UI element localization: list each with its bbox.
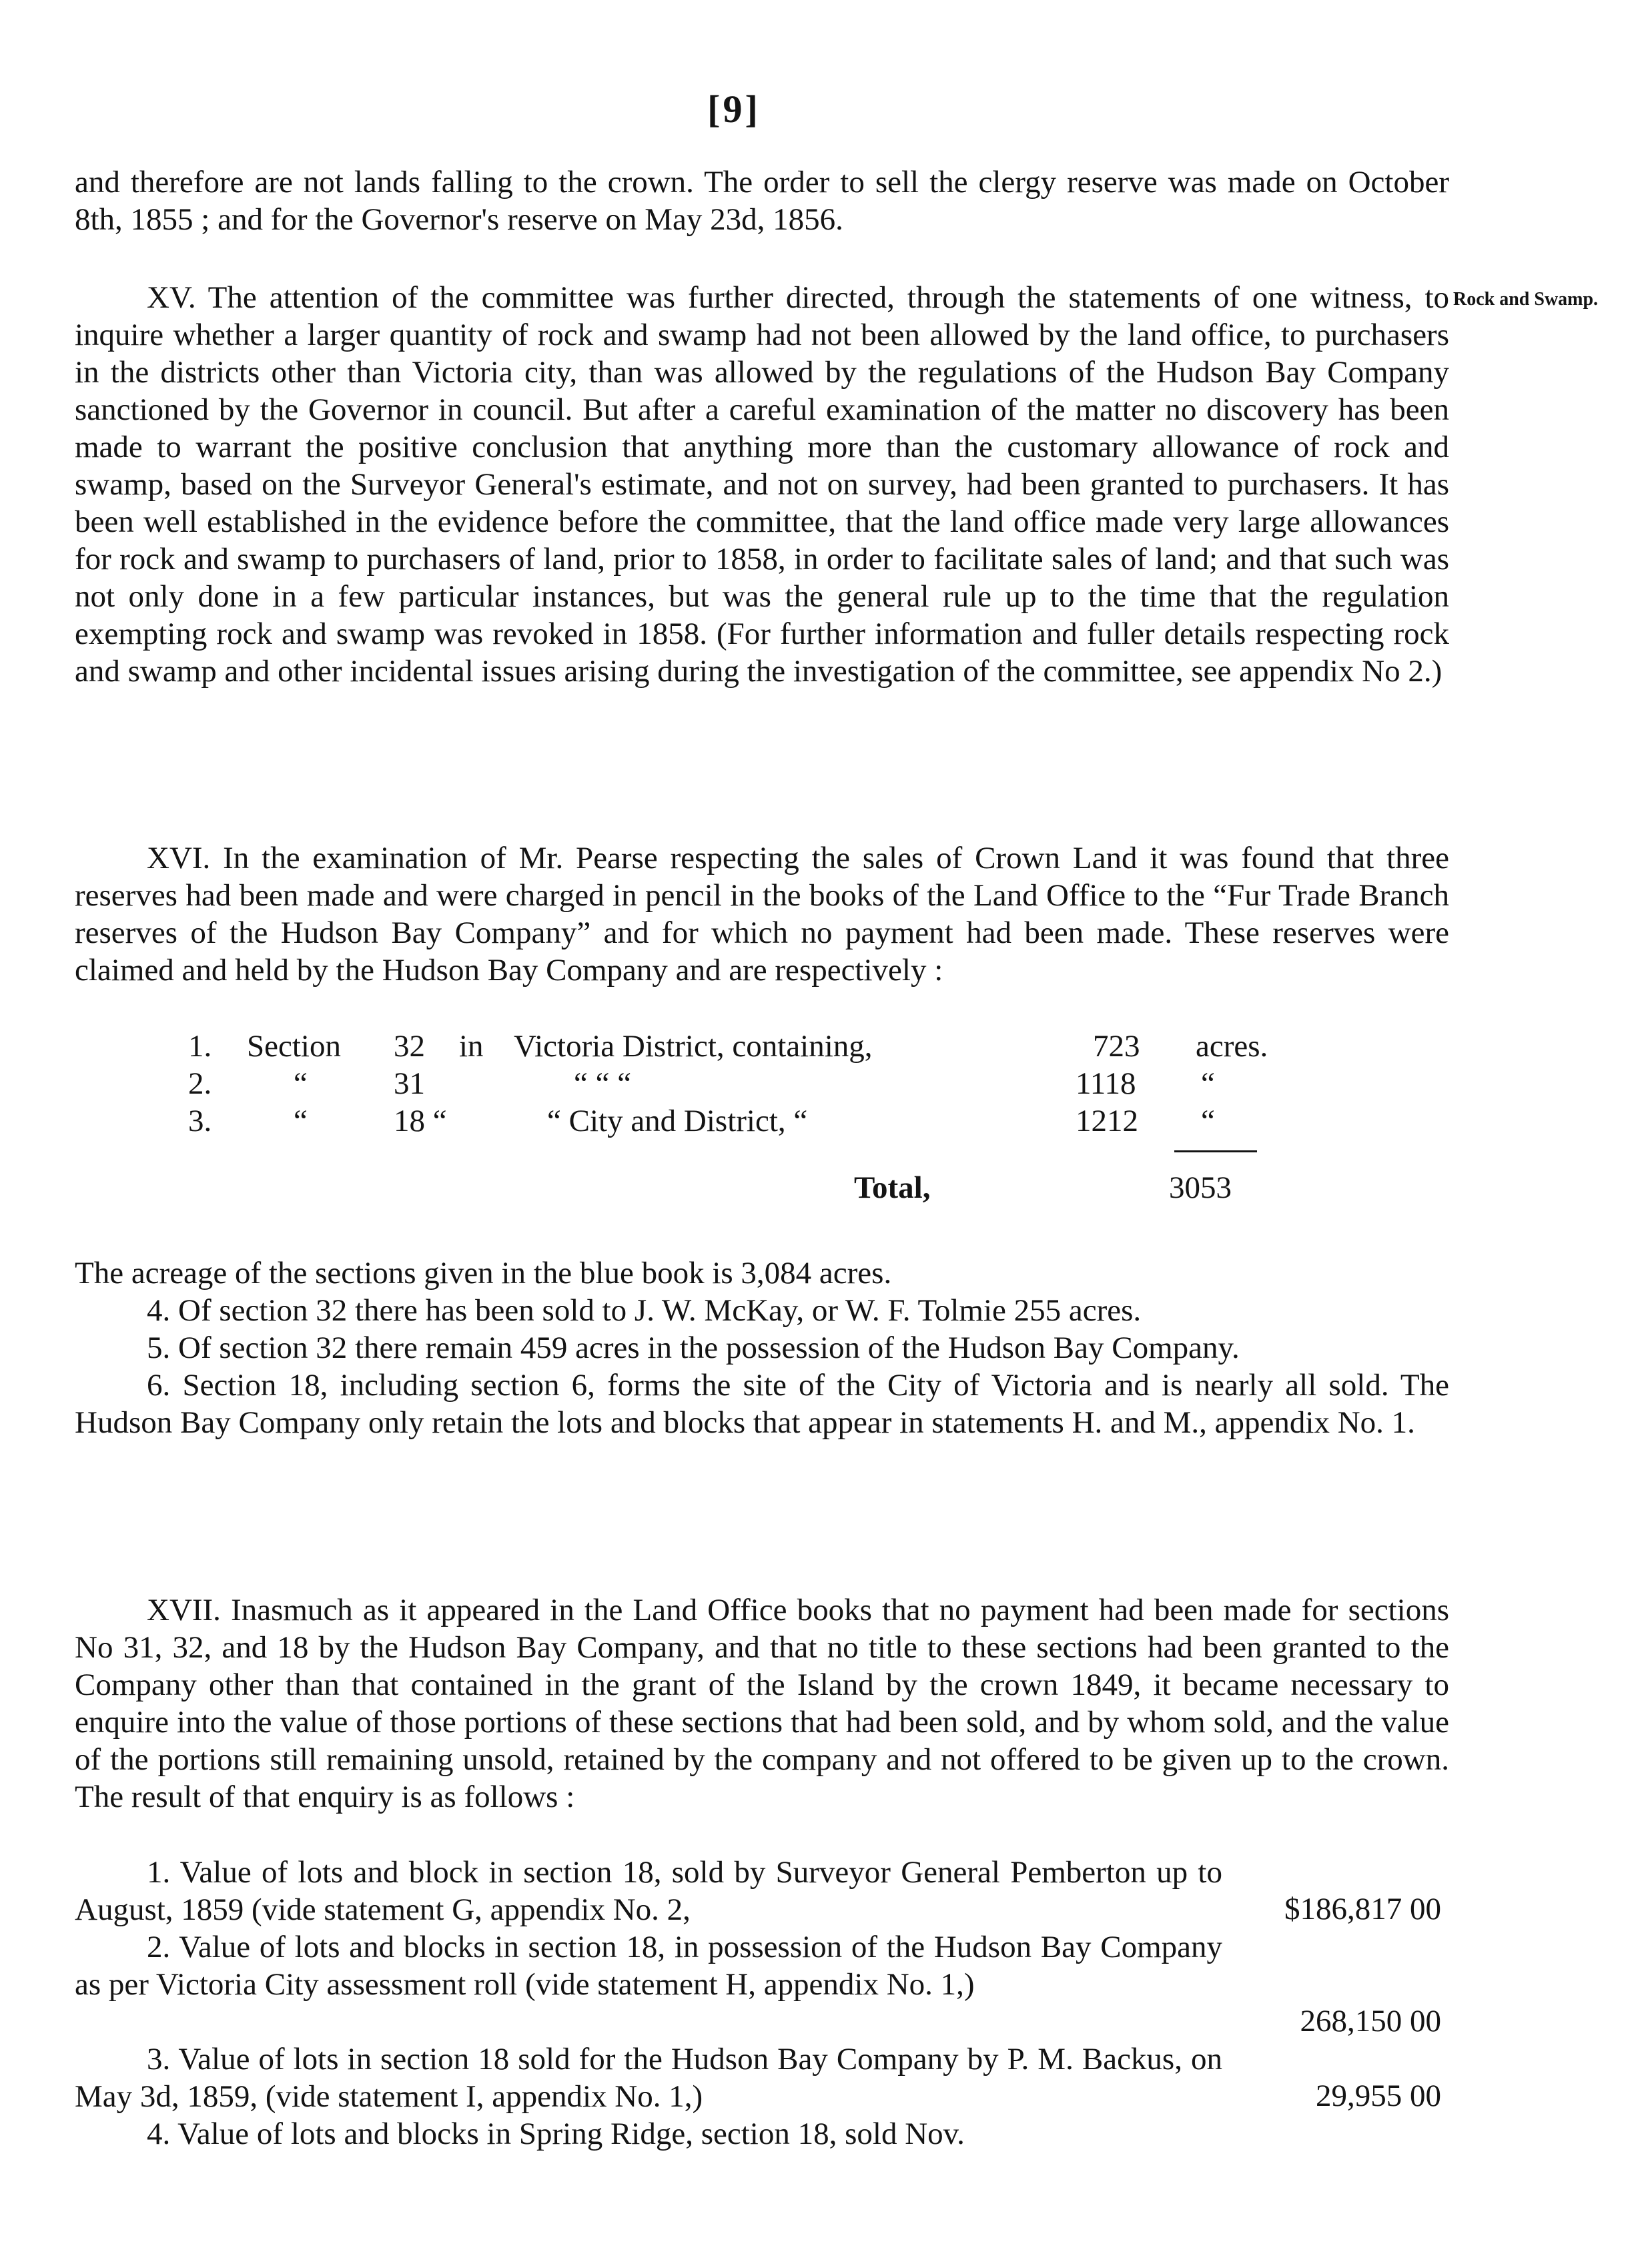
value-item-text: 2. Value of lots and blocks in section 18, in possession of the Hudson Bay Company as per Victoria City assessment roll (vide statement H, appendix No. 1,) xyxy=(75,1930,1222,2002)
intro-text: and therefore are not lands falling to the crown. The order to sell the clergy reserve was made on October 8th, 1855 ; and for the Governor's reserve on May 23d, 1856. xyxy=(75,165,1449,237)
row-acres: 1118 xyxy=(1076,1066,1136,1101)
value-item-1 xyxy=(75,1854,1222,1928)
value-item-amount: 29,955 00 xyxy=(1316,2079,1441,2113)
total-value: 3053 xyxy=(1169,1170,1232,1205)
total-label: Total, xyxy=(854,1170,931,1205)
row-number: 3. xyxy=(188,1104,212,1138)
value-item-3 xyxy=(75,2040,1222,2115)
value-item-4 xyxy=(75,2115,1222,2153)
value-item-amount: 268,150 00 xyxy=(1300,2004,1441,2038)
row-section: 18 “ xyxy=(394,1104,447,1138)
section-xvii-text: XVII. Inasmuch as it appeared in the Land Office books that no payment had been made for sections No 31, 32, and 18 by the Hudson Bay Company, and that no title to these sections had been granted to the Company other than that contained in the grant of the Island by the crown 1849, it became necessary to enquire into the value of those portions of these sections that had been sold, and by whom sold, and the value of the portions still remaining unsold, retained by the company and not offered to be given up to the crown. The result of that enquiry is as follows : xyxy=(75,1593,1449,1814)
list-item: 5. Of section 32 there remain 459 acres in the possession of the Hudson Bay Company. xyxy=(147,1331,1240,1365)
value-item-text: 1. Value of lots and block in section 18, sold by Surveyor General Pemberton up to August, 1859 (vide statement G, appendix No. 2, xyxy=(75,1855,1222,1927)
row-number: 2. xyxy=(188,1066,212,1101)
row-label: “ xyxy=(294,1066,308,1101)
row-section: 31 xyxy=(394,1066,425,1101)
row-label: Section xyxy=(247,1029,341,1064)
intro-paragraph xyxy=(75,163,1449,238)
row-section: 32 xyxy=(394,1029,425,1064)
page-number: [9] xyxy=(707,87,761,131)
acreage-note: The acreage of the sections given in the blue book is 3,084 acres. xyxy=(75,1256,892,1290)
row-district: “ “ “ xyxy=(574,1066,632,1101)
section-xv xyxy=(75,279,1449,690)
list-item: 4. Of section 32 there has been sold to J. W. McKay, or W. F. Tolmie 255 acres. xyxy=(147,1293,1142,1328)
row-district: “ City and District, “ xyxy=(547,1104,808,1138)
section-xvii xyxy=(75,1591,1449,1816)
total-rule xyxy=(1174,1150,1257,1152)
section-xvi-text: XVI. In the examination of Mr. Pearse respecting the sales of Crown Land it was found that three reserves had been made and were charged in pencil in the books of the Land Office to the “Fur Trade Branch reserves of the Hudson Bay Company” and for which no payment had been made. These reserves were claimed and held by the Hudson Bay Company and are respectively : xyxy=(75,841,1449,988)
value-item-text: 3. Value of lots in section 18 sold for the Hudson Bay Company by P. M. Backus, on May 3d, 1859, (vide statement I, appendix No. 1,) xyxy=(75,2042,1222,2114)
row-label: “ xyxy=(294,1104,308,1138)
section-xv-text: XV. The attention of the committee was further directed, through the statements of one witness, to inquire whether a larger quantity of rock and swamp had not been allowed by the land office, to purchasers in the districts other than Victoria city, than was allowed by the regulations of the Hudson Bay Company sanctioned by the Governor in council. But after a careful examination of the matter no discovery has been made to warrant the positive conclusion that anything more than the customary allowance of rock and swamp, based on the Surveyor General's estimate, and not on survey, had been granted to purchasers. It has been well established in the evidence before the committee, that the land office made very large allowances for rock and swamp to purchasers of land, prior to 1858, in order to facilitate sales of land; and that such was not only done in a few particular instances, but was the general rule up to the time that the regulation exempting rock and swamp was revoked in 1858. (For further information and fuller details respecting rock and swamp and other incidental issues arising during the investigation of the committee, see appendix No 2.) xyxy=(75,280,1449,689)
value-item-text: 4. Value of lots and blocks in Spring Ridge, section 18, sold Nov. xyxy=(147,2117,965,2151)
row-unit: “ xyxy=(1201,1104,1215,1138)
section-xvi xyxy=(75,839,1449,989)
value-item-2 xyxy=(75,1928,1222,2003)
row-place: in xyxy=(459,1029,484,1064)
acreage-block xyxy=(75,1254,1449,1441)
row-acres: 723 xyxy=(1093,1029,1140,1064)
margin-note: Rock and Swamp. xyxy=(1453,289,1599,310)
row-district: Victoria District, containing, xyxy=(514,1029,873,1064)
row-unit: “ xyxy=(1201,1066,1215,1101)
list-item: 6. Section 18, including section 6, forms the site of the City of Victoria and is nearly all sold. The Hudson Bay Company only retain the lots and blocks that appear in statements H. and M., appendix No. 1. xyxy=(75,1368,1449,1440)
value-item-amount: $186,817 00 xyxy=(1284,1892,1441,1926)
row-unit: acres. xyxy=(1196,1029,1268,1064)
row-acres: 1212 xyxy=(1076,1104,1138,1138)
row-number: 1. xyxy=(188,1029,212,1064)
